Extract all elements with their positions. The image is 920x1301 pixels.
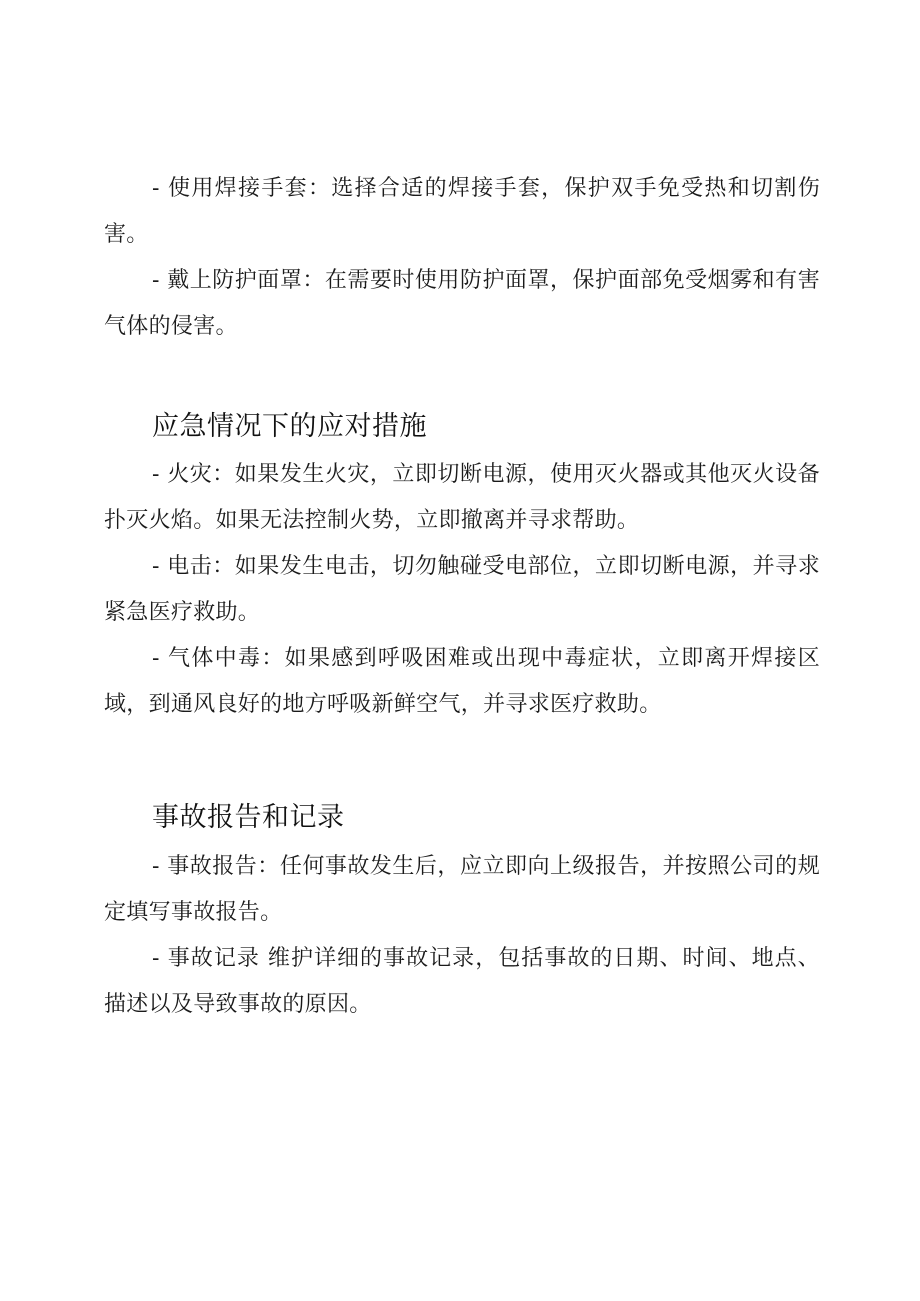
- electric-shock-item: - 电击：如果发生电击，切勿触碰受电部位，立即切断电源，并寻求紧急医疗救助。: [104, 554, 820, 625]
- accident-report-item: - 事故报告：任何事故发生后，应立即向上级报告，并按照公司的规定填写事故报告。: [104, 854, 820, 925]
- welding-gloves-item: - 使用焊接手套：选择合适的焊接手套，保护双手免受热和切割伤害。: [104, 176, 820, 247]
- emergency-section: [104, 452, 820, 728]
- accident-heading: 事故报告和记录: [152, 802, 345, 833]
- emergency-heading: 应急情况下的应对措施: [152, 411, 427, 442]
- accident-section: [104, 844, 820, 1028]
- fire-item: - 火灾：如果发生火灾，立即切断电源，使用灭火器或其他灭火设备扑灭火焰。如果无法控制火势，立即撤离并寻求帮助。: [104, 462, 820, 533]
- protective-gear-section: [104, 166, 820, 350]
- accident-record-item: - 事故记录 维护详细的事故记录，包括事故的日期、时间、地点、描述以及导致事故的原因。: [104, 946, 820, 1017]
- gas-poisoning-item: - 气体中毒：如果感到呼吸困难或出现中毒症状，立即离开焊接区域，到通风良好的地方呼吸新鲜空气，并寻求医疗救助。: [104, 646, 820, 717]
- face-shield-item: - 戴上防护面罩：在需要时使用防护面罩，保护面部免受烟雾和有害气体的侵害。: [104, 268, 820, 339]
